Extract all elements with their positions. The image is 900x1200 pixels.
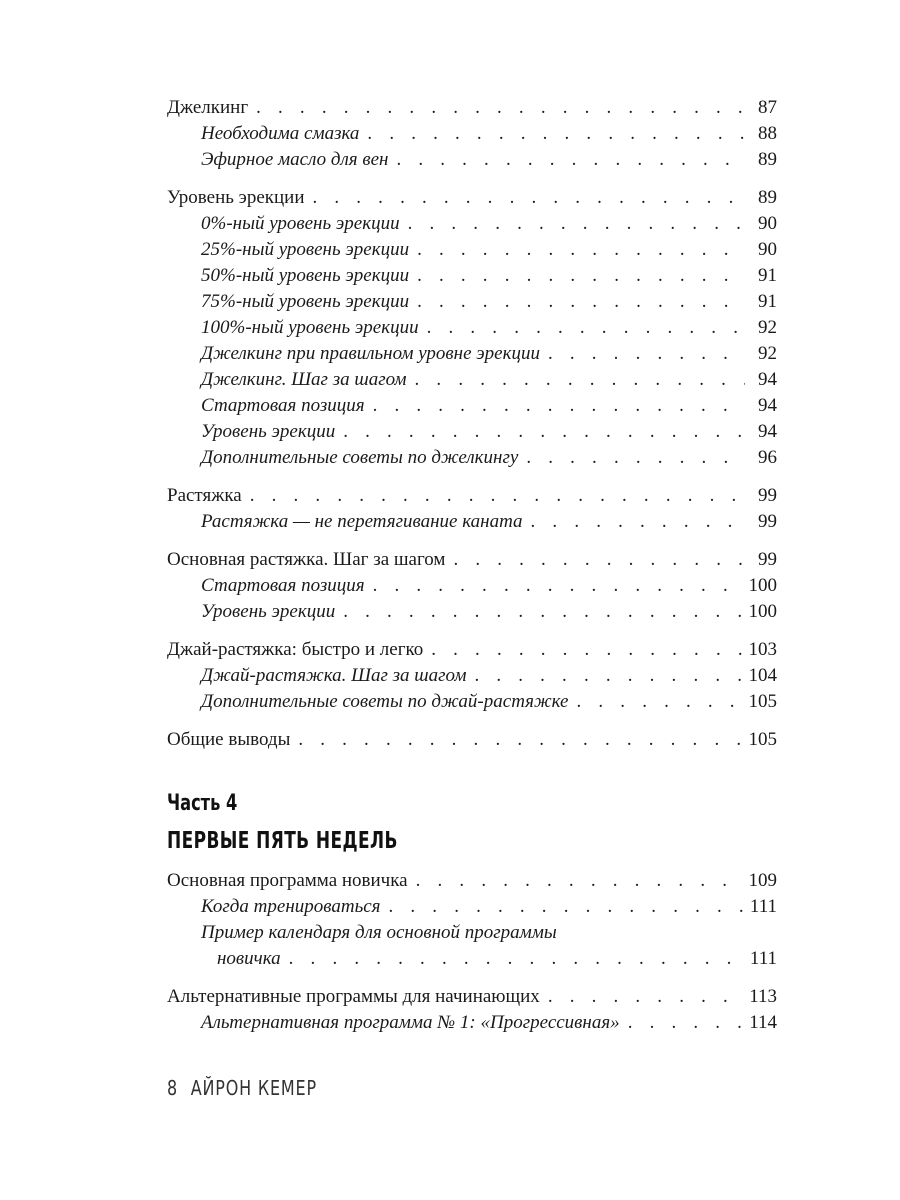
toc-subentry[interactable] (167, 419, 777, 445)
dot-leader (531, 509, 745, 535)
toc-after (167, 868, 777, 1036)
dot-leader (343, 419, 745, 445)
toc-entry[interactable] (167, 868, 777, 894)
toc-subentry-title: Джелкинг при правильном уровне эрекции (201, 343, 540, 364)
dot-leader (427, 315, 745, 341)
toc-subentry-page: 94 (758, 395, 777, 416)
dot-leader (548, 984, 743, 1010)
footer-page-number: 8 (167, 1076, 178, 1100)
toc-subentry-page: 105 (748, 691, 777, 712)
toc-subentry[interactable] (167, 1010, 777, 1036)
toc-subentry-title: 25%-ный уровень эрекции (201, 239, 410, 260)
toc-subentry-title: Стартовая позиция (201, 575, 365, 596)
toc-subentry-page: 99 (758, 511, 777, 532)
toc-subentry-page: 94 (758, 421, 777, 442)
toc-subentry[interactable] (167, 894, 777, 920)
toc-subentry-page: 94 (758, 369, 777, 390)
toc-entry-title: Джелкинг (167, 97, 249, 118)
toc-subentry-title: 0%-ный уровень эрекции (201, 213, 400, 234)
toc-subentry-page: 91 (758, 265, 777, 286)
page-footer (167, 1076, 317, 1100)
toc-entry-page: 113 (749, 986, 777, 1007)
toc-entry-page: 99 (758, 549, 777, 570)
toc-subentry[interactable] (167, 663, 777, 689)
toc-subentry-title: Уровень эрекции (201, 601, 336, 622)
dot-leader (367, 121, 745, 147)
toc-subentry-page: 92 (758, 317, 777, 338)
toc-subentry-page: 111 (749, 948, 777, 969)
toc-entry-title: Уровень эрекции (167, 187, 305, 208)
toc-subentry-title: Необходима смазка (201, 123, 360, 144)
toc-subentry-page: 89 (758, 149, 777, 170)
toc-subentry[interactable] (167, 509, 777, 535)
toc-entry-title: Альтернативные программы для начинающих (167, 986, 540, 1007)
toc-subentry-title: Растяжка — не перетягивание каната (201, 511, 523, 532)
toc-entry-page: 109 (748, 870, 777, 891)
dot-leader (628, 1010, 744, 1036)
toc-subentry[interactable] (167, 147, 777, 173)
toc-subentry[interactable] (167, 289, 777, 315)
dot-leader (577, 689, 743, 715)
dot-leader (417, 263, 745, 289)
part-title: ПЕРВЫЕ ПЯТЬ НЕДЕЛЬ (167, 828, 398, 854)
toc-subentry[interactable] (167, 445, 777, 471)
dot-leader (416, 868, 743, 894)
dot-leader (250, 483, 745, 509)
toc-subentry-page: 100 (748, 601, 777, 622)
toc-subentry-page: 92 (758, 343, 777, 364)
toc-subentry-page: 96 (758, 447, 777, 468)
toc-subentry-title: Эфирное масло для вен (201, 149, 389, 170)
toc-subentry-title: 50%-ный уровень эрекции (201, 265, 410, 286)
dot-leader (548, 341, 745, 367)
dot-leader (389, 894, 744, 920)
toc-entry-title: Основная программа новичка (167, 870, 408, 891)
toc-subentry-multiline[interactable] (167, 920, 777, 972)
dot-leader (396, 147, 745, 173)
toc-subentry[interactable] (167, 599, 777, 625)
toc-entry-title: Основная растяжка. Шаг за шагом (167, 549, 446, 570)
toc-subentry-title: Джелкинг. Шаг за шагом (201, 369, 407, 390)
dot-leader (417, 237, 745, 263)
toc-entry[interactable] (167, 727, 777, 753)
footer-author: АЙРОН КЕМЕР (190, 1076, 317, 1100)
dot-leader (408, 211, 745, 237)
dot-leader (474, 663, 742, 689)
toc-subentry-title: Альтернативная программа № 1: «Прогрессивная» (201, 1012, 620, 1033)
toc-subentry[interactable] (167, 263, 777, 289)
dot-leader (373, 573, 743, 599)
toc-entry-page: 87 (758, 97, 777, 118)
toc-entry[interactable] (167, 547, 777, 573)
toc-subentry-title: Уровень эрекции (201, 421, 336, 442)
toc-entry-page: 99 (758, 485, 777, 506)
toc-subentry-title: 75%-ный уровень эрекции (201, 291, 410, 312)
toc-subentry[interactable] (167, 393, 777, 419)
toc-subentry[interactable] (167, 341, 777, 367)
dot-leader (453, 547, 745, 573)
toc-subentry-page: 114 (749, 1012, 777, 1033)
toc-subentry-title: Дополнительные советы по джай-растяжке (201, 691, 569, 712)
toc-subentry-title: 100%-ный уровень эрекции (201, 317, 419, 338)
toc-subentry[interactable] (167, 237, 777, 263)
toc-entry[interactable] (167, 483, 777, 509)
dot-leader (373, 393, 745, 419)
toc-subentry[interactable] (167, 315, 777, 341)
toc-entry-page: 89 (758, 187, 777, 208)
toc-entry[interactable] (167, 185, 777, 211)
dot-leader (256, 95, 745, 121)
dot-leader (289, 946, 744, 972)
toc-entry-title: Джай-растяжка: быстро и легко (167, 639, 424, 660)
dot-leader (312, 185, 745, 211)
toc-subentry-title-line1: Пример календаря для основной программы (201, 922, 557, 943)
toc-entry-page: 105 (748, 729, 777, 750)
part-label: Часть 4 (167, 791, 238, 816)
toc-subentry[interactable] (167, 211, 777, 237)
dot-leader (526, 445, 745, 471)
toc-subentry-title: Джай-растяжка. Шаг за шагом (201, 665, 467, 686)
toc-entry[interactable] (167, 637, 777, 663)
toc-entry-page: 103 (748, 639, 777, 660)
toc-subentry-title: Когда тренироваться (201, 896, 381, 917)
toc-before (167, 95, 777, 753)
toc-subentry-page: 90 (758, 239, 777, 260)
dot-leader (298, 727, 742, 753)
dot-leader (417, 289, 745, 315)
toc-entry[interactable] (167, 984, 777, 1010)
toc-entry[interactable] (167, 95, 777, 121)
toc-subentry-page: 88 (758, 123, 777, 144)
toc-subentry[interactable] (167, 573, 777, 599)
toc-subentry-title: Дополнительные советы по джелкингу (201, 447, 519, 468)
dot-leader (431, 637, 742, 663)
toc-entry-title: Общие выводы (167, 729, 291, 750)
toc-subentry-page: 91 (758, 291, 777, 312)
toc-subentry-page: 100 (748, 575, 777, 596)
toc-subentry-page: 111 (749, 896, 777, 917)
dot-leader (415, 367, 745, 393)
toc-subentry[interactable] (167, 367, 777, 393)
toc-subentry[interactable] (167, 689, 777, 715)
toc-entry-title: Растяжка (167, 485, 242, 506)
toc-subentry-title-line2: новичка (217, 948, 281, 969)
dot-leader (343, 599, 742, 625)
toc-subentry-title: Стартовая позиция (201, 395, 365, 416)
toc-subentry[interactable] (167, 121, 777, 147)
toc-subentry-page: 104 (748, 665, 777, 686)
toc-subentry-page: 90 (758, 213, 777, 234)
